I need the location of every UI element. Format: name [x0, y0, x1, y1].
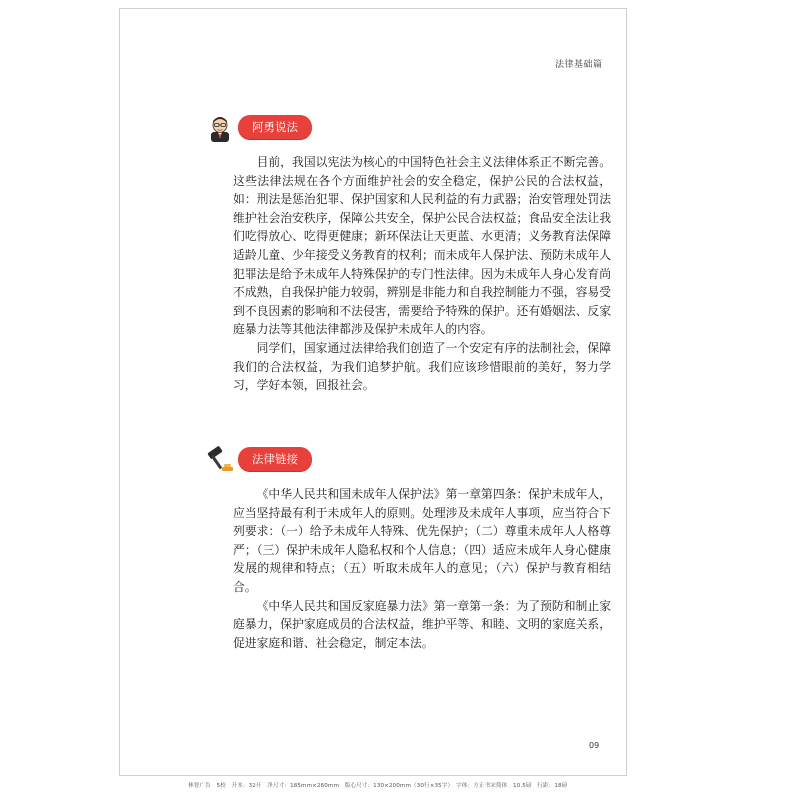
section-title-pill: 阿勇说法 [238, 115, 312, 139]
gavel-icon [205, 445, 235, 475]
paragraph: 《中华人民共和国反家庭暴力法》第一章第一条：为了预防和制止家庭暴力，保护家庭成员的合法权益，维护平等、和睦、文明的家庭关系，促进家庭和谐、社会稳定，制定本法。 [233, 598, 611, 650]
section-title-pill: 法律链接 [238, 447, 312, 471]
paragraph: 《中华人民共和国未成年人保护法》第一章第四条：保护未成年人，应当坚持最有利于未成年人的原则。处理涉及未成年人事项，应当符合下列要求：（一）给予未成年人特殊、优先保护；（二）尊重未成年人人格尊严；（三）保护未成年人隐私权和个人信息；（四）适应未成年人身心健康发展的规律和特点；（五）听取未成年人的意见；（六）保护与教育相结合。 [233, 487, 611, 594]
lawyer-avatar-icon [205, 113, 235, 143]
section-body-law-link [233, 485, 611, 652]
paragraph: 目前，我国以宪法为核心的中国特色社会主义法律体系正不断完善。这些法律法规在各个方面维护社会的安全稳定，保护公民的合法权益，如：刑法是惩治犯罪、保护国家和人民利益的有力武器；治安管理处罚法维护社会治安秩序，保障公共安全，保护公民合法权益；食品安全法让我们吃得放心、吃得更健康；新环保法让天更蓝、水更清；义务教育法保障适龄儿童、少年接受义务教育的权利；而未成年人保护法、预防未成年人犯罪法是给予未成年人特殊保护的专门性法律。因为未成年人身心发育尚不成熟，自我保护能力较弱，辨别是非能力和自我控制能力不强，容易受到不良因素的影响和不法侵害，需要给予特殊的保护。还有婚姻法、反家庭暴力法等其他法律都涉及保护未成年人的内容。 [233, 155, 611, 337]
section-body-ayong [233, 153, 611, 395]
paragraph: 同学们，国家通过法律给我们创造了一个安定有序的法制社会，保障我们的合法权益，为我们追梦护航。我们应该珍惜眼前的美好，努力学习，学好本领，回报社会。 [233, 340, 611, 393]
page-number: 09 [589, 741, 600, 750]
print-spec-footer: 林智广告 5校 开本：32开 净尺寸：185mm×260mm 版心尺寸：130×200mm（30行×35字） 字体：方正书宋简体 10.5磅 行距：18磅 [188, 783, 568, 789]
running-header: 法律基础篇 [555, 60, 603, 70]
